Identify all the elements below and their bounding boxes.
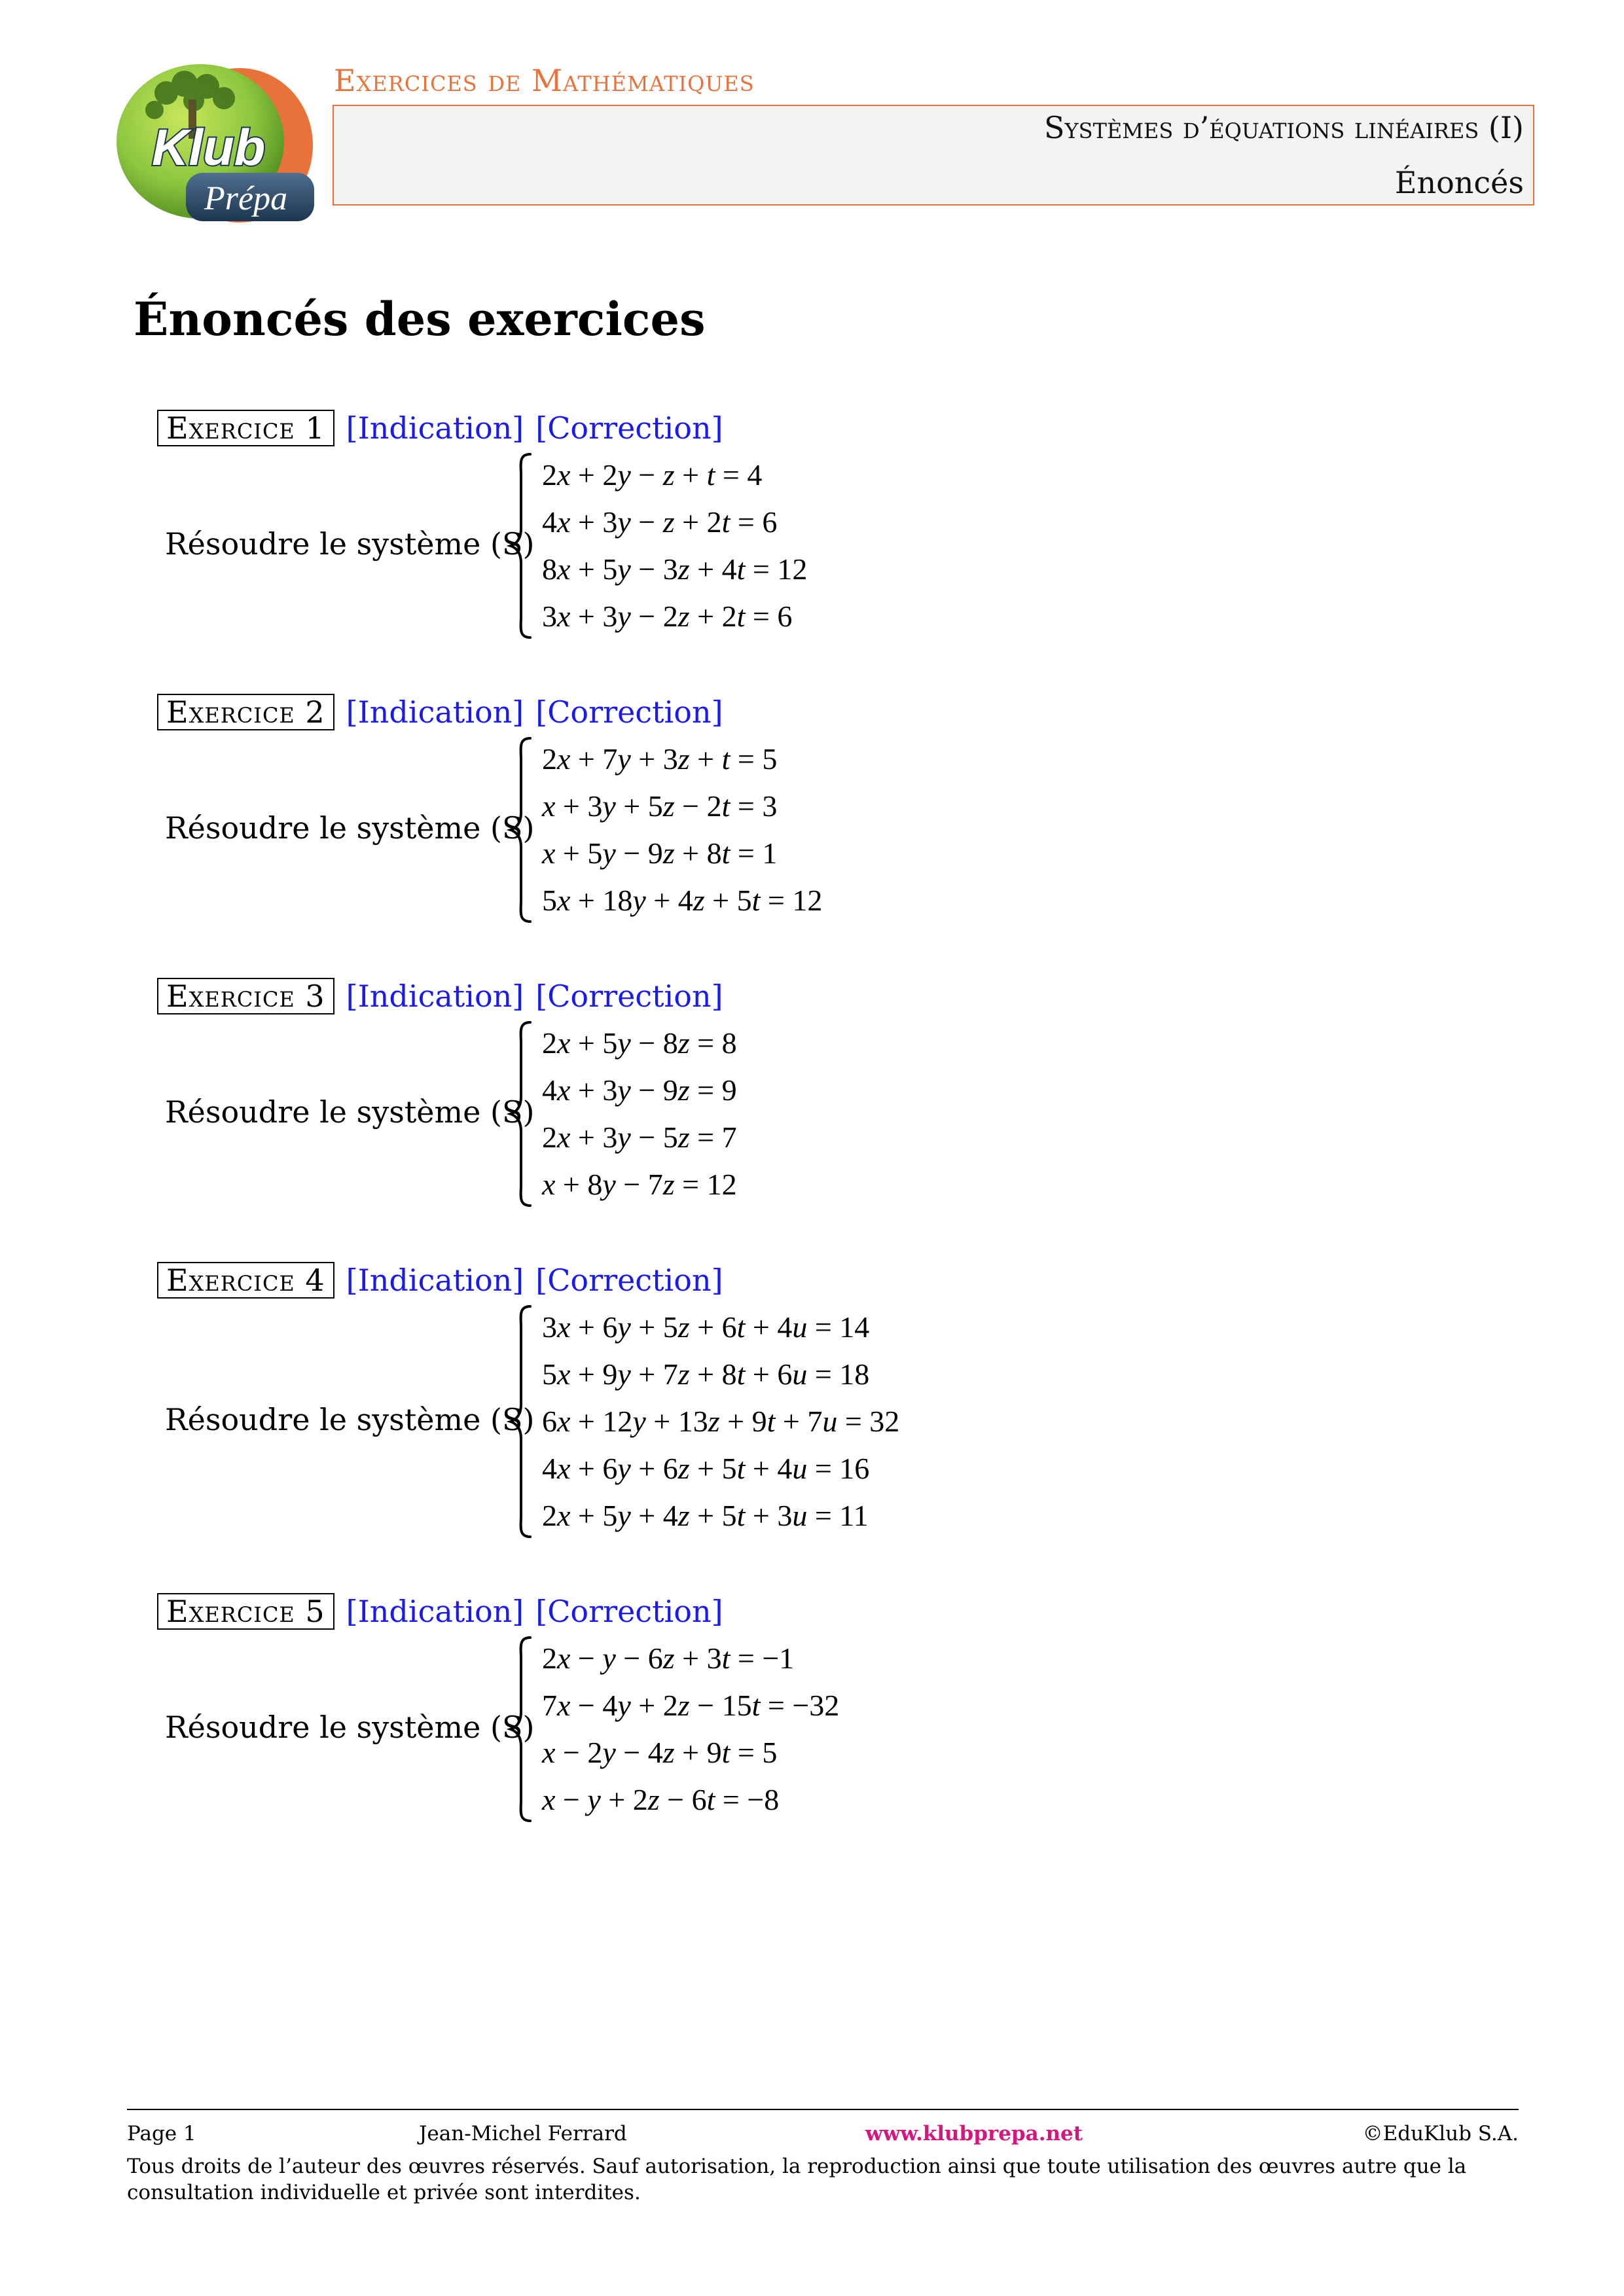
exercise-statement: Résoudre le système (S) <box>165 526 535 562</box>
bracket-close: ] <box>711 694 723 730</box>
equation: 3x + 3y − 2z + 2t = 6 <box>542 600 793 633</box>
equation-list <box>542 1020 737 1208</box>
indication-link-label: Indication <box>357 410 513 446</box>
exercise-heading <box>157 1592 723 1631</box>
exercise-statement: Résoudre le système (S) <box>165 1094 535 1130</box>
footer-site-link[interactable]: www.klubprepa.net <box>865 2122 1083 2145</box>
bracket-open: [ <box>346 978 358 1014</box>
bracket-close: ] <box>711 978 723 1014</box>
bracket-close: ] <box>512 1594 524 1629</box>
footer-divider <box>127 2109 1519 2110</box>
system-brace <box>507 736 533 924</box>
footer-page-number: Page 1 <box>127 2122 196 2145</box>
equation-list <box>542 1304 899 1539</box>
correction-link-label: Correction <box>547 978 712 1014</box>
bracket-open: [ <box>535 1594 548 1629</box>
bracket-open: [ <box>346 1594 358 1629</box>
equation: 6x + 12y + 13z + 9t + 7u = 32 <box>542 1405 900 1438</box>
system-brace <box>507 1304 533 1539</box>
bracket-open: [ <box>346 1263 358 1298</box>
equation: 2x + 5y + 4z + 5t + 3u = 11 <box>542 1499 869 1532</box>
equation: x + 5y − 9z + 8t = 1 <box>542 836 778 870</box>
page-title: Énoncés des exercices <box>134 292 706 346</box>
equation: 7x − 4y + 2z − 15t = −32 <box>542 1689 840 1722</box>
bracket-open: [ <box>535 978 548 1014</box>
equation: 2x + 3y − 5z = 7 <box>542 1121 737 1154</box>
indication-link[interactable] <box>346 1263 524 1298</box>
system-brace <box>507 1635 533 1823</box>
equation: x + 3y + 5z − 2t = 3 <box>542 789 778 823</box>
indication-link[interactable] <box>346 978 524 1014</box>
equation-list <box>542 1635 839 1823</box>
exercise-label: Exercice 5 <box>157 1593 334 1630</box>
system-brace <box>507 1020 533 1208</box>
equation-list <box>542 736 822 924</box>
bracket-close: ] <box>711 410 723 446</box>
equation: 5x + 9y + 7z + 8t + 6u = 18 <box>542 1357 870 1391</box>
equation: x − 2y − 4z + 9t = 5 <box>542 1736 778 1769</box>
klubprepa-logo <box>115 60 316 232</box>
indication-link[interactable] <box>346 1594 524 1629</box>
exercise-label: Exercice 3 <box>157 978 334 1014</box>
equation: 4x + 6y + 6z + 5t + 4u = 16 <box>542 1452 870 1485</box>
correction-link[interactable] <box>535 1594 723 1629</box>
indication-link-label: Indication <box>357 1594 513 1629</box>
exercise-label: Exercice 2 <box>157 694 334 730</box>
indication-link-label: Indication <box>357 1263 513 1298</box>
system-brace <box>507 452 533 640</box>
bracket-open: [ <box>346 694 358 730</box>
equation: 3x + 6y + 5z + 6t + 4u = 14 <box>542 1310 870 1344</box>
bracket-close: ] <box>711 1263 723 1298</box>
bracket-close: ] <box>512 694 524 730</box>
exercise-heading <box>157 408 723 448</box>
bracket-close: ] <box>512 1263 524 1298</box>
bracket-close: ] <box>512 978 524 1014</box>
correction-link-label: Correction <box>547 694 712 730</box>
correction-link[interactable] <box>535 978 723 1014</box>
correction-link[interactable] <box>535 694 723 730</box>
bracket-open: [ <box>535 410 548 446</box>
exercise-heading <box>157 692 723 732</box>
correction-link-label: Correction <box>547 1263 712 1298</box>
bracket-close: ] <box>711 1594 723 1629</box>
exercise-statement: Résoudre le système (S) <box>165 1402 535 1437</box>
exercise-heading <box>157 977 723 1016</box>
exercise-heading <box>157 1261 723 1300</box>
correction-link-label: Correction <box>547 410 712 446</box>
equation: 4x + 3y − 9z = 9 <box>542 1073 737 1107</box>
equation: 5x + 18y + 4z + 5t = 12 <box>542 884 823 917</box>
footer-author: Jean-Michel Ferrard <box>419 2122 627 2145</box>
indication-link-label: Indication <box>357 978 513 1014</box>
bracket-open: [ <box>535 694 548 730</box>
equation: x + 8y − 7z = 12 <box>542 1168 737 1201</box>
indication-link[interactable] <box>346 410 524 446</box>
correction-link[interactable] <box>535 1263 723 1298</box>
equation: 8x + 5y − 3z + 4t = 12 <box>542 552 808 586</box>
exercise-statement: Résoudre le système (S) <box>165 1710 535 1745</box>
header-section: Énoncés <box>1394 165 1524 200</box>
footer-rights-notice: Tous droits de l’auteur des œuvres réservés. Sauf autorisation, la reproduction ainsi que toute utilisation des œuvres autre que la consultation individuelle et privée sont interdites. <box>127 2155 1467 2204</box>
header-subject: Systèmes d’équations linéaires (I) <box>1044 110 1524 145</box>
exercise-statement: Résoudre le système (S) <box>165 810 535 846</box>
exercise-label: Exercice 1 <box>157 410 334 446</box>
bracket-close: ] <box>512 410 524 446</box>
footer-copyright: ©EduKlub S.A. <box>1362 2122 1519 2145</box>
equation: 2x + 2y − z + t = 4 <box>542 458 763 492</box>
bracket-open: [ <box>346 410 358 446</box>
equation: x − y + 2z − 6t = −8 <box>542 1783 780 1816</box>
equation: 4x + 3y − z + 2t = 6 <box>542 505 778 539</box>
bracket-open: [ <box>535 1263 548 1298</box>
logo-text-klub: Klub <box>152 118 266 176</box>
header-box <box>333 105 1534 206</box>
logo-text-prepa: Prépa <box>204 180 288 217</box>
series-title: Exercices de Mathématiques <box>334 63 755 98</box>
correction-link[interactable] <box>535 410 723 446</box>
equation: 2x + 7y + 3z + t = 5 <box>542 742 778 776</box>
exercise-label: Exercice 4 <box>157 1262 334 1299</box>
indication-link[interactable] <box>346 694 524 730</box>
equation: 2x + 5y − 8z = 8 <box>542 1026 737 1060</box>
indication-link-label: Indication <box>357 694 513 730</box>
correction-link-label: Correction <box>547 1594 712 1629</box>
equation: 2x − y − 6z + 3t = −1 <box>542 1641 795 1675</box>
equation-list <box>542 452 807 640</box>
